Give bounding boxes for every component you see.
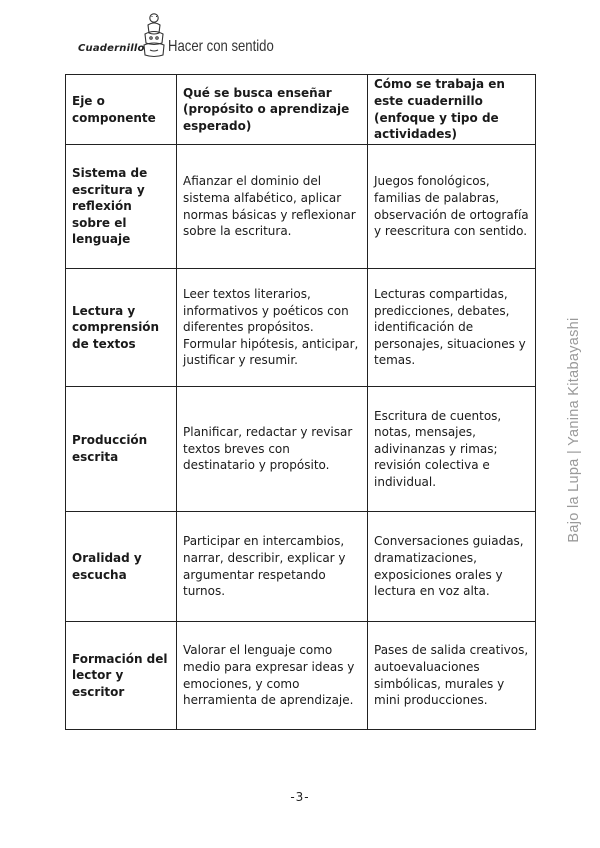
cell-proposito: Leer textos literarios, informativos y poéticos con diferentes propósitos. Formular hipótesis, anticipar, justificar y resumir. [177,269,368,387]
table-header-row [66,75,536,145]
cell-proposito: Participar en intercambios, narrar, describir, explicar y argumentar respetando turnos. [177,512,368,622]
header-enfoque: Cómo se trabaja en este cuadernillo (enfoque y tipo de actividades) [368,75,536,145]
table-row [66,512,536,622]
table-row [66,269,536,387]
stacked-people-icon [141,12,167,60]
page-header [78,12,318,62]
table-row [66,387,536,512]
cell-eje: Formación del lector y escritor [66,622,177,730]
curriculum-table [65,74,536,730]
table-row [66,145,536,269]
cell-enfoque: Escritura de cuentos, notas, mensajes, adivinanzas y rimas; revisión colectiva e individual. [368,387,536,512]
cell-eje: Lectura y comprensión de textos [66,269,177,387]
cell-enfoque: Lecturas compartidas, predicciones, debates, identificación de personajes, situaciones y temas. [368,269,536,387]
cell-eje: Producción escrita [66,387,177,512]
header-eje: Eje o componente [66,75,177,145]
cell-enfoque: Conversaciones guiadas, dramatizaciones, exposiciones orales y lectura en voz alta. [368,512,536,622]
author-credit-text: Bajo la Lupa | Yanina Kitabayashi [566,317,582,543]
cell-proposito: Planificar, redactar y revisar textos breves con destinatario y propósito. [177,387,368,512]
brand-cuadernillo: Cuadernillo [78,43,145,54]
cell-proposito: Valorar el lenguaje como medio para expresar ideas y emociones, y como herramienta de aprendizaje. [177,622,368,730]
cell-enfoque: Pases de salida creativos, autoevaluaciones simbólicas, murales y mini producciones. [368,622,536,730]
cell-proposito: Afianzar el dominio del sistema alfabético, aplicar normas básicas y reflexionar sobre la escritura. [177,145,368,269]
cell-eje: Sistema de escritura y reflexión sobre el lenguaje [66,145,177,269]
table-row [66,622,536,730]
page-number: -3- [290,790,310,804]
header-proposito: Qué se busca enseñar (propósito o aprendizaje esperado) [177,75,368,145]
cell-enfoque: Juegos fonológicos, familias de palabras, observación de ortografía y reescritura con sentido. [368,145,536,269]
brand-title: Hacer con sentido [168,38,274,55]
cell-eje: Oralidad y escucha [66,512,177,622]
